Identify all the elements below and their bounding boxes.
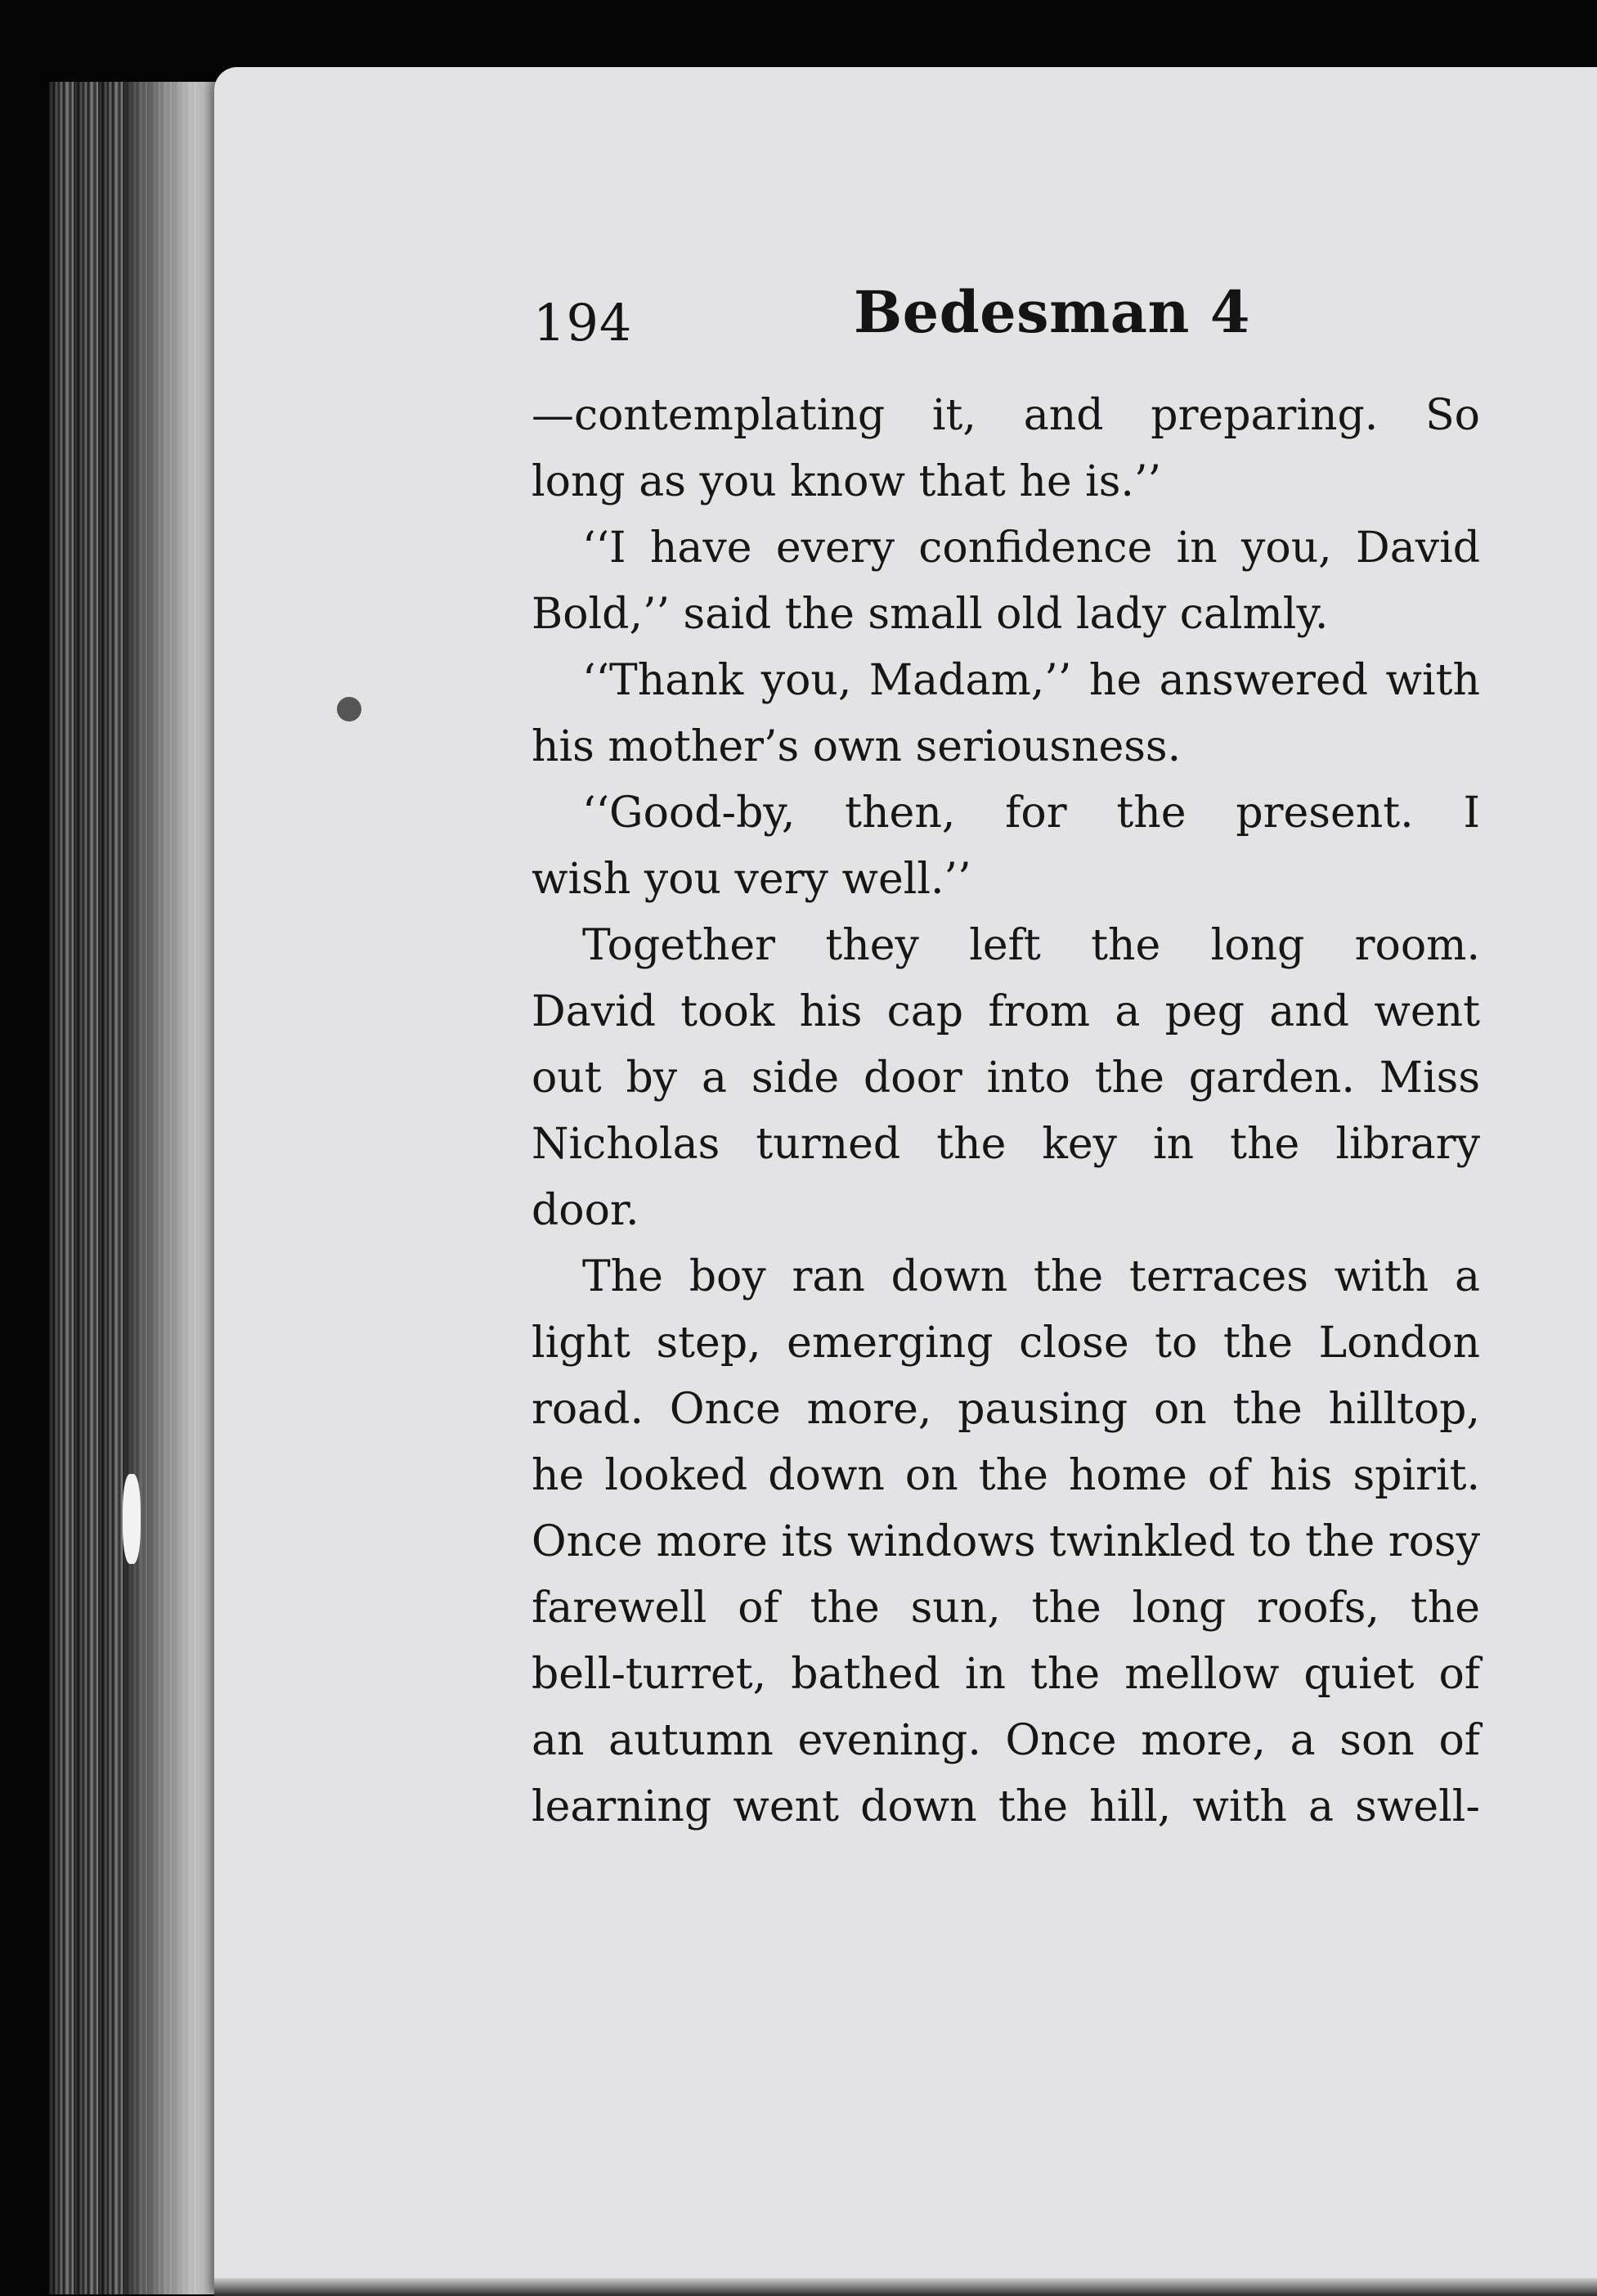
- text-line: —contemplating it, and preparing. So: [532, 391, 1480, 440]
- text-line: David took his cap from a peg and went: [532, 987, 1480, 1036]
- text-line: Nicholas turned the key in the library: [532, 1120, 1480, 1169]
- page-edge-shading: [123, 82, 229, 2294]
- text-line: road. Once more, pausing on the hilltop,: [532, 1385, 1480, 1434]
- text-line: Once more its windows twinkled to the rosy: [532, 1517, 1480, 1566]
- text-line: he looked down on the home of his spirit.: [532, 1451, 1480, 1500]
- text-line: Together they left the long room.: [582, 921, 1480, 970]
- text-line: farewell of the sun, the long roofs, the: [532, 1584, 1480, 1633]
- text-line: out by a side door into the garden. Miss: [532, 1054, 1480, 1103]
- text-line: ‘‘Thank you, Madam,’’ he answered with: [582, 656, 1480, 705]
- page-header: [533, 278, 1482, 368]
- text-line: bell-turret, bathed in the mellow quiet of: [532, 1650, 1480, 1699]
- ink-smudge: [123, 1474, 141, 1564]
- text-line: The boy ran down the terraces with a: [582, 1252, 1480, 1301]
- text-line: ‘‘I have every confidence in you, David: [582, 523, 1480, 573]
- text-line: Bold,’’ said the small old lady calmly.: [532, 590, 1329, 639]
- text-line: long as you know that he is.’’: [532, 457, 1162, 506]
- page-bottom-edge: [214, 2278, 1597, 2296]
- ink-smudge: [337, 697, 361, 721]
- text-line: learning went down the hill, with a swell-: [532, 1782, 1480, 1831]
- text-line: ‘‘Good-by, then, for the present. I: [582, 789, 1480, 838]
- text-line: light step, emerging close to the London: [532, 1319, 1480, 1368]
- text-line: wish you very well.’’: [532, 855, 971, 904]
- body-text: [532, 383, 1480, 1840]
- text-line: his mother’s own seriousness.: [532, 722, 1182, 771]
- running-head: Bedesman 4: [854, 278, 1250, 346]
- text-line: door.: [532, 1186, 639, 1235]
- text-line: an autumn evening. Once more, a son of: [532, 1716, 1480, 1765]
- page-number: 194: [533, 293, 633, 353]
